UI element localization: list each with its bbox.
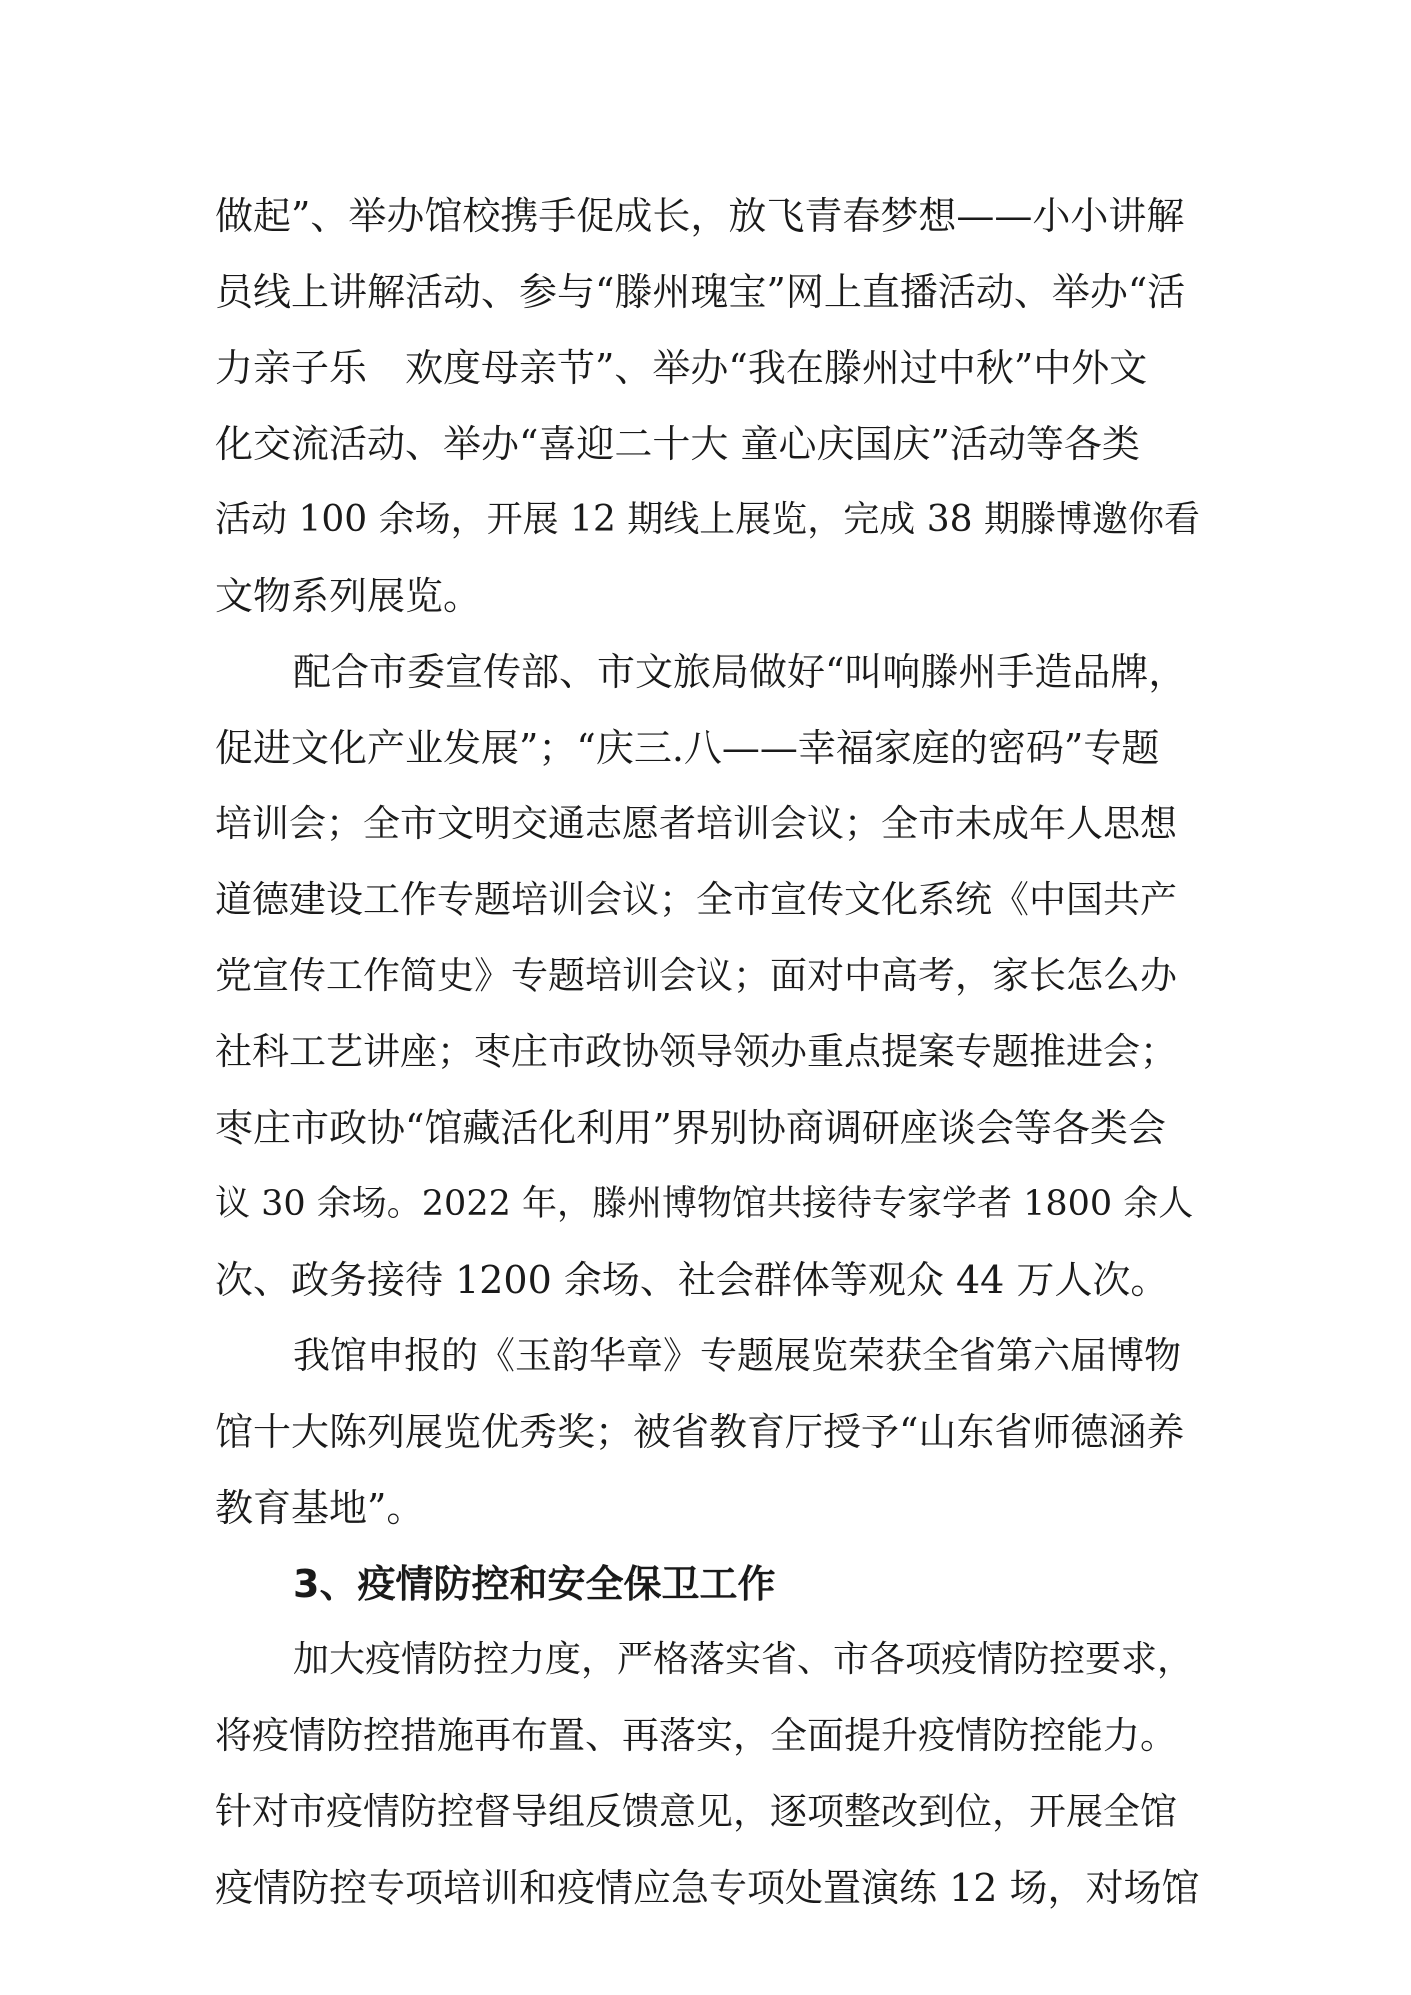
- text-line: 培训会；全市文明交通志愿者培训会议；全市未成年人思想: [215, 802, 1177, 845]
- text-line: 馆十大陈列展览优秀奖；被省教育厅授予“山东省师德涵养: [215, 1410, 1185, 1454]
- text-line: 党宣传工作简史》专题培训会议；面对中高考，家长怎么办: [215, 954, 1177, 997]
- text-line: 针对市疫情防控督导组反馈意见，逐项整改到位，开展全馆: [215, 1790, 1177, 1833]
- paragraph-epidemic-control: [215, 1622, 1200, 1926]
- paragraph-meetings: [215, 634, 1200, 1318]
- text-line: 教育基地”。: [215, 1486, 425, 1530]
- text-line: 化交流活动、举办“喜迎二十大 童心庆国庆”活动等各类: [215, 422, 1140, 466]
- text-line: 将疫情防控措施再布置、再落实，全面提升疫情防控能力。: [215, 1714, 1177, 1757]
- section-heading: 3、疫情防控和安全保卫工作: [293, 1562, 776, 1606]
- text-line: 做起”、举办馆校携手促成长，放飞青春梦想——小小讲解: [215, 194, 1185, 238]
- text-line: 促进文化产业发展”；“庆三.八——幸福家庭的密码”专题: [215, 726, 1160, 770]
- text-line: 活动 100 余场，开展 12 期线上展览，完成 38 期滕博邀你看: [215, 499, 1200, 540]
- text-line: 文物系列展览。: [215, 574, 482, 618]
- text-line: 社科工艺讲座；枣庄市政协领导领办重点提案专题推进会；: [215, 1030, 1177, 1073]
- document-body: [215, 178, 1200, 1926]
- text-line: 次、政务接待 1200 余场、社会群体等观众 44 万人次。: [215, 1258, 1169, 1302]
- text-line: 疫情防控专项培训和疫情应急专项处置演练 12 场，对场馆: [215, 1866, 1200, 1910]
- text-line: 配合市委宣传部、市文旅局做好“叫响滕州手造品牌，: [293, 650, 1187, 694]
- text-line: 枣庄市政协“馆藏活化利用”界别协商调研座谈会等各类会: [215, 1106, 1166, 1150]
- paragraph-activities: [215, 178, 1200, 634]
- text-line: 加大疫情防控力度，严格落实省、市各项疫情防控要求，: [293, 1639, 1194, 1680]
- text-line: 议 30 余场。2022 年，滕州博物馆共接待专家学者 1800 余人: [215, 1184, 1194, 1224]
- text-line: 道德建设工作专题培训会议；全市宣传文化系统《中国共产: [215, 878, 1177, 921]
- paragraph-awards: [215, 1318, 1200, 1546]
- text-line: 员线上讲解活动、参与“滕州瑰宝”网上直播活动、举办“活: [215, 270, 1186, 314]
- text-line: 力亲子乐 欢度母亲节”、举办“我在滕州过中秋”中外文: [215, 346, 1148, 390]
- text-line: 我馆申报的《玉韵华章》专题展览荣获全省第六届博物: [293, 1334, 1181, 1377]
